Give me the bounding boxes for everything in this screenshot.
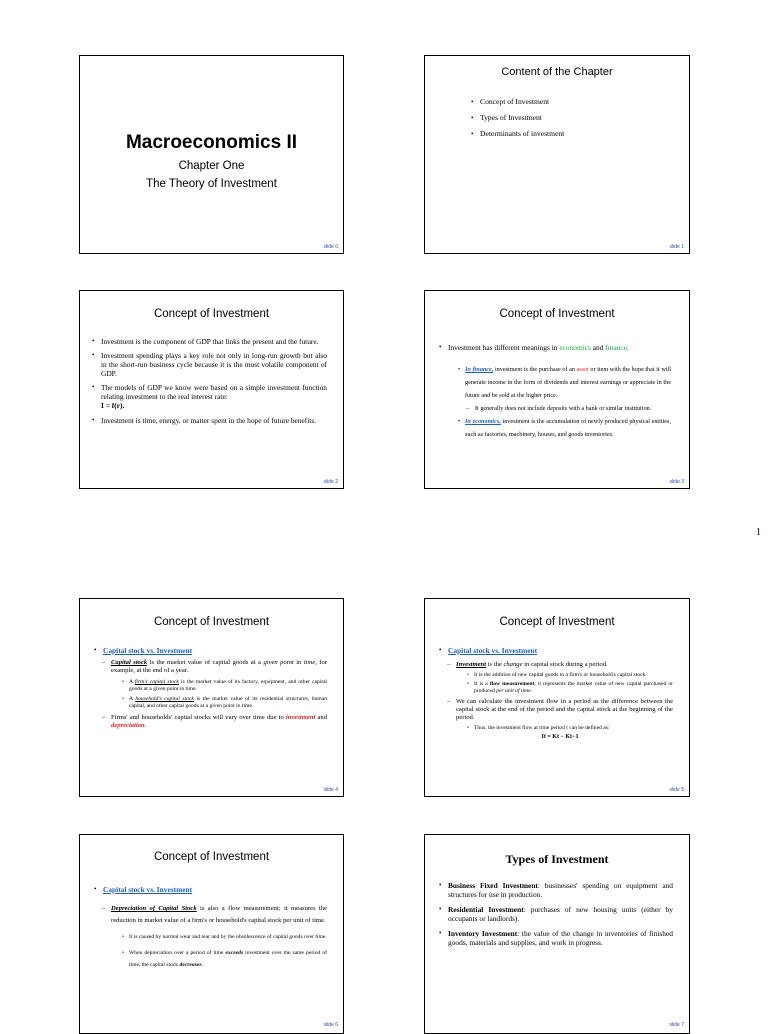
depreciation-word: depreciation bbox=[111, 722, 145, 729]
def-c: , for example, at the end of a year. bbox=[111, 659, 327, 674]
finance-text-a: investment is the purchase of an bbox=[493, 366, 577, 373]
s1-a: A bbox=[129, 679, 135, 685]
list-item: • Investment is time, energy, or matter spent in the hope of future benefits. bbox=[92, 415, 327, 426]
change-word: change bbox=[503, 661, 523, 668]
section-heading: Capital stock vs. Investment bbox=[103, 885, 193, 894]
investment-formula: It = Kt − Kt−1 bbox=[541, 734, 579, 740]
depreciation-exceeds bbox=[122, 947, 327, 971]
investment-types-list bbox=[439, 881, 673, 947]
s2-a: A bbox=[129, 696, 136, 702]
slide-5-body bbox=[447, 661, 673, 741]
investment-word: investment bbox=[285, 714, 316, 721]
slide-4-number: slide 4 bbox=[323, 787, 338, 793]
b3-text: The models of GDP we know were based on a simple investment function relating investment to the real interest rate: bbox=[101, 383, 327, 401]
s1-b: is the market value of its factory, equipment, and other capital goods at a given point in time. bbox=[129, 679, 327, 692]
list-item bbox=[92, 383, 327, 410]
slide-3-title: Concept of Investment bbox=[499, 308, 615, 320]
flow-measurement-term: flow measurement bbox=[489, 681, 535, 687]
slide-2 bbox=[79, 290, 344, 489]
slide-5-heading bbox=[439, 646, 537, 655]
slide-3 bbox=[424, 290, 690, 489]
exceeds-word: exceeds bbox=[225, 950, 244, 956]
s2-b: investment over the same period of time, the capital stock bbox=[129, 950, 328, 968]
economics-word: economics bbox=[559, 343, 591, 352]
capital-stock-definition bbox=[102, 659, 327, 675]
list-item bbox=[439, 929, 673, 947]
slide-2-number: slide 2 bbox=[323, 479, 338, 485]
investment-function: I = f(r). bbox=[101, 401, 125, 410]
economics-label: In economics, bbox=[465, 418, 501, 425]
slide-2-title: Concept of Investment bbox=[153, 308, 270, 320]
list-item: • Investment spending plays a key role not only in long-run growth but also in the short-run business cycle because it is the most volatile component of GDP. bbox=[92, 351, 327, 378]
slide-7 bbox=[424, 834, 690, 1034]
stocks-vary-note bbox=[102, 714, 327, 730]
depreciation-definition bbox=[102, 903, 327, 927]
list-item: • Investment is the component of GDP that links the present and the future. bbox=[92, 337, 327, 346]
s2-b: is the market value of its residential structures, human capital, and other capital goods at a given point in time. bbox=[129, 696, 327, 709]
time-word: time bbox=[303, 659, 316, 666]
inventory-investment-term: Inventory Investment bbox=[448, 929, 518, 938]
section-heading: Capital stock vs. Investment bbox=[448, 646, 538, 655]
d2-a: Firms' and households' capital stocks will vary over time due to bbox=[111, 714, 286, 721]
residential-investment-term: Residential Investment bbox=[448, 905, 524, 914]
slide-5-title: Concept of Investment bbox=[499, 616, 615, 628]
slide-4 bbox=[79, 598, 344, 797]
s2-a: When depreciation over a period of time bbox=[129, 950, 226, 956]
investment-term: Investment bbox=[456, 661, 487, 668]
slide-2-bullets bbox=[92, 337, 327, 426]
slide-6-number: slide 6 bbox=[323, 1022, 338, 1028]
economics-text: investment is the accumulation of newly produced physical entities, such as factories, machinery, houses, and goods inventories. bbox=[465, 418, 671, 438]
def-a: is the bbox=[486, 661, 504, 668]
slide-5-number: slide 5 bbox=[669, 787, 684, 793]
investment-definition bbox=[447, 661, 673, 669]
list-item bbox=[439, 905, 673, 923]
slide-6-body bbox=[102, 903, 327, 971]
slide-6-title: Concept of Investment bbox=[153, 851, 270, 863]
s2-a: It is a bbox=[474, 681, 490, 687]
section-heading: Capital stock vs. Investment bbox=[103, 646, 193, 655]
household-capital-stock-term: household's capital stock bbox=[135, 696, 194, 702]
slide-0 bbox=[79, 55, 344, 254]
page-number: 1 bbox=[756, 527, 761, 538]
finance-text-b: or item with the hope that it will generate income in the form of dividends and interest earnings or appreciate in the future and be sold at the higher price. bbox=[465, 366, 671, 399]
household-capital-stock bbox=[122, 696, 327, 710]
depreciation-cause: • It is caused by normal wear and tear and by the obsolescence of capital goods over time. bbox=[122, 931, 327, 943]
list-item bbox=[439, 881, 673, 899]
finance-definition bbox=[458, 363, 671, 402]
chapter-content-list bbox=[471, 94, 564, 142]
slide-4-title: Concept of Investment bbox=[153, 616, 270, 628]
list-item: • Concept of Investment bbox=[471, 94, 564, 110]
slide-3-number: slide 3 bbox=[669, 479, 684, 485]
depreciation-text: is also a flow measurement; it measures the reduction in market value of a firm's or household's capital stock per unit of time. bbox=[111, 905, 327, 924]
economics-definition bbox=[458, 415, 671, 441]
addition-note: • It is the addition of new capital goods to a firm's or household's capital stock. bbox=[467, 672, 673, 679]
s2-end: . bbox=[530, 688, 532, 694]
finance-word: finance bbox=[605, 343, 628, 352]
def-b: in capital stock during a period. bbox=[522, 661, 608, 668]
slide-3-details bbox=[458, 363, 671, 441]
b1-text: : businesses' spending on equipment and structures for use in production. bbox=[448, 881, 673, 899]
slide-3-intro bbox=[439, 343, 629, 352]
slide-0-chapter: Chapter One bbox=[178, 160, 245, 172]
intro-and: and bbox=[590, 343, 606, 352]
capital-stock-term: Capital stock bbox=[111, 659, 148, 666]
decreases-word: decreases bbox=[179, 962, 202, 968]
slide-7-title: Types of Investment bbox=[505, 852, 609, 866]
s2-end: . bbox=[201, 962, 203, 968]
finance-note: – It generally does not include deposits with a bank or similar institution. bbox=[466, 402, 671, 415]
firm-capital-stock bbox=[122, 679, 327, 693]
b2-text: : purchases of new housing units (either by occupants or landlords). bbox=[448, 905, 673, 923]
business-fixed-investment-term: Business Fixed Investment bbox=[448, 881, 538, 890]
list-item: • Determinants of investment bbox=[471, 126, 564, 142]
firm-capital-stock-term: firm's capital stock bbox=[134, 679, 179, 685]
flow-calculation: – We can calculate the investment flow in a period as the difference between the capital stock at the end of the period and the capital stock at the beginning of the period. bbox=[447, 698, 673, 722]
slide-0-number: slide 0 bbox=[323, 244, 338, 250]
b3-text: : the value of the change in inventories of finished goods, materials and supplies, and work in progress. bbox=[448, 929, 673, 947]
slide-1-title: Content of the Chapter bbox=[501, 66, 613, 78]
per-unit-of-time: per unit of time bbox=[496, 688, 531, 694]
list-item: • Types of Investment bbox=[471, 110, 564, 126]
given-point-word: given point bbox=[263, 659, 294, 666]
s2-b: ; it represents the market value of new capital purchased or produced bbox=[474, 681, 673, 694]
def-a: is the market value of capital goods at a bbox=[147, 659, 264, 666]
flow-note bbox=[467, 681, 673, 695]
intro-end: . bbox=[627, 343, 629, 352]
slide-6-heading bbox=[94, 885, 192, 894]
slide-6 bbox=[79, 834, 344, 1034]
slide-1-number: slide 1 bbox=[669, 244, 684, 250]
slide-0-title: Macroeconomics II bbox=[125, 132, 298, 153]
slide-4-heading bbox=[94, 646, 192, 655]
asset-word: asset bbox=[576, 366, 589, 373]
intro-text: Investment has different meanings in bbox=[448, 343, 560, 352]
slide-7-number: slide 7 bbox=[669, 1022, 684, 1028]
slide-1 bbox=[424, 55, 690, 254]
flow-definition-note: • Thus, the investment flow at time period t can be defined as: bbox=[467, 725, 673, 732]
finance-label: In finance, bbox=[465, 366, 494, 373]
slide-5 bbox=[424, 598, 690, 797]
depreciation-term: Depreciation of Capital Stock bbox=[111, 905, 197, 912]
d2-end: . bbox=[144, 722, 147, 729]
slide-4-body bbox=[102, 659, 327, 730]
slide-0-subtitle: The Theory of Investment bbox=[146, 178, 277, 190]
def-b: in bbox=[293, 659, 304, 666]
d2-and: and bbox=[315, 714, 327, 721]
